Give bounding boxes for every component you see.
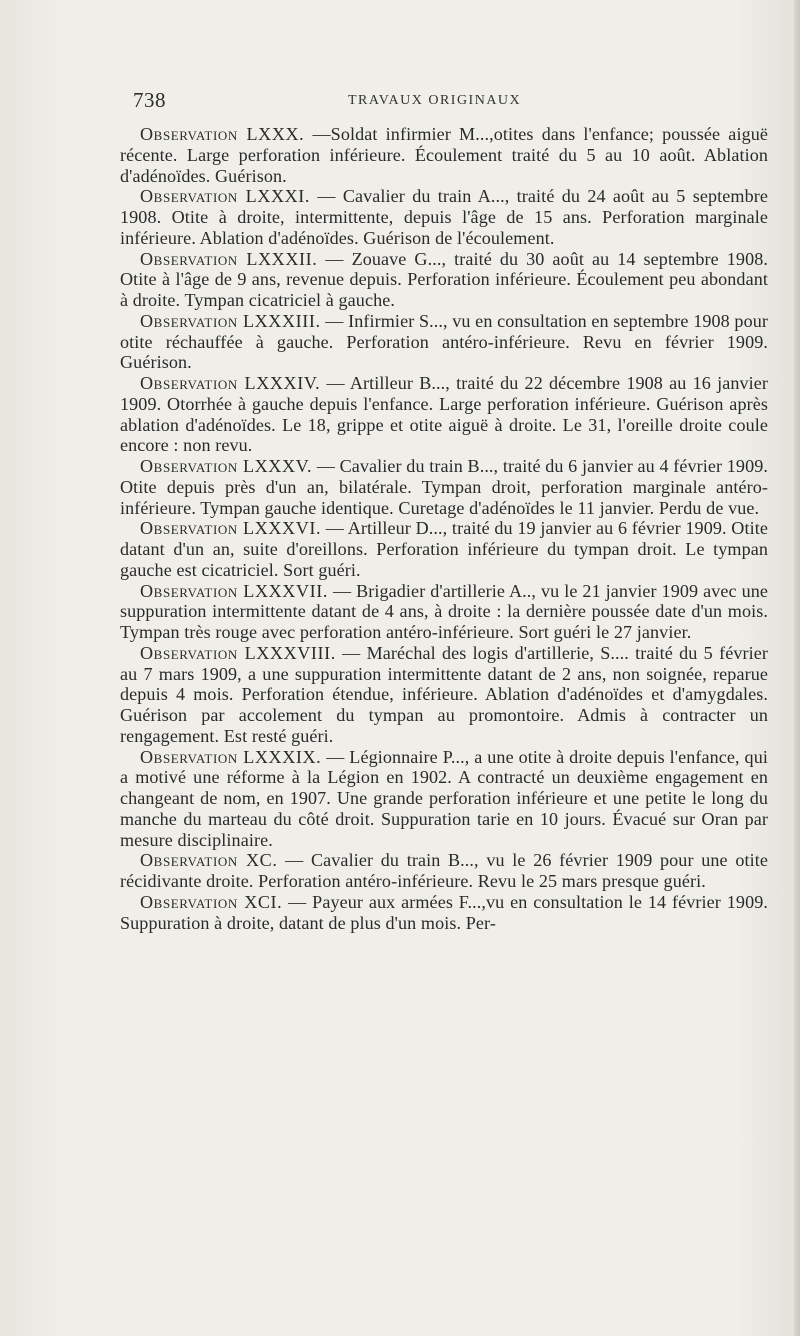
observation-paragraph bbox=[120, 311, 768, 373]
observation-heading: Observation LXXXVI. bbox=[140, 518, 322, 539]
observation-paragraph bbox=[120, 518, 768, 580]
observation-text: — Maréchal des logis d'artillerie, S.... traité du 5 février au 7 mars 1909, a une suppuration intermittente datant de 2 ans, non soignée, reparue depuis 4 mois. Perforation étendue, inférieure. Ablation d'adénoïdes et d'amygdales. Guérison par accolement du tympan au promontoire. Admis à contracter un rengagement. Est resté guéri. bbox=[120, 642, 768, 746]
observation-heading: Observation LXXXVII. bbox=[140, 580, 328, 601]
observation-heading: Observation XC. bbox=[140, 850, 278, 871]
observation-heading: Observation LXXXIV. bbox=[140, 373, 321, 393]
observation-paragraph bbox=[120, 892, 768, 934]
observation-paragraph bbox=[120, 373, 768, 456]
observation-text: — Infirmier S..., vu en consultation en septembre 1908 pour otite réchauffée à gauche. Perforation antéro-inférieure. Revu en février 1909. Guérison. bbox=[120, 310, 768, 373]
observation-heading: Observation LXXXIII. bbox=[140, 310, 321, 331]
observation-heading: Observation LXXXV. bbox=[140, 456, 313, 476]
observation-text: — Artilleur B..., traité du 22 décembre 1908 au 16 janvier 1909. Otorrhée à gauche depuis l'enfance. Large perforation inférieure. Guérison après ablation d'adénoïdes. Le 18, grippe et otite aiguë à droite. Le 31, l'oreille droite coule encore : non revu. bbox=[120, 373, 769, 456]
observation-text: —Soldat infirmier M...,otites dans l'enfance; poussée aiguë récente. Large perforation inférieure. Écoulement traité du 5 au 10 août. Ablation d'adénoïdes. Guérison. bbox=[120, 124, 768, 186]
observation-heading: Observation LXXXIX. bbox=[140, 746, 322, 767]
page-edge bbox=[794, 0, 800, 1336]
observation-heading: Observation LXXXI. bbox=[140, 186, 311, 207]
observation-text: — Légionnaire P..., a une otite à droite depuis l'enfance, qui a motivé une réforme à la Légion en 1902. A contracté un deuxième engagement en changeant de nom, en 1907. Une grande perforation inférieure et une petite le long du manche du marteau du côté droit. Suppuration tarie en 10 jours. Évacué sur Oran par mesure disciplinaire. bbox=[120, 746, 768, 850]
observation-paragraph bbox=[120, 249, 768, 311]
observation-paragraph bbox=[120, 850, 768, 892]
observation-heading: Observation LXXXII. bbox=[140, 248, 318, 269]
observation-text: — Cavalier du train A..., traité du 24 août au 5 septembre 1908. Otite à droite, intermittente, depuis l'âge de 15 ans. Perforation marginale inférieure. Ablation d'adénoïdes. Guérison de l'écoulement. bbox=[120, 186, 768, 248]
page-header bbox=[133, 88, 773, 118]
observation-paragraph bbox=[120, 581, 768, 643]
observation-text: — Cavalier du train B..., traité du 6 janvier au 4 février 1909. Otite depuis près d'un an, bilatérale. Tympan droit, perforation marginale antéro-inférieure. Tympan gauche identique. Curetage d'adénoïdes le 11 janvier. Perdu de vue. bbox=[120, 456, 768, 518]
observation-heading: Observation LXXX. bbox=[140, 124, 305, 144]
observation-paragraph bbox=[120, 456, 768, 518]
observation-text: — Artilleur D..., traité du 19 janvier au 6 février 1909. Otite datant d'un an, suite d'oreillons. Perforation inférieure du tympan droit. Le tympan gauche est cicatriciel. Sort guéri. bbox=[120, 518, 768, 580]
observation-text: — Payeur aux armées F...,vu en consultation le 14 février 1909. Suppuration à droite, datant de plus d'un mois. Per- bbox=[120, 891, 768, 933]
observation-paragraph bbox=[120, 124, 768, 186]
observation-paragraph bbox=[120, 186, 768, 248]
page-body bbox=[120, 124, 768, 933]
observation-heading: Observation LXXXVIII. bbox=[140, 642, 336, 663]
observation-heading: Observation XCI. bbox=[140, 891, 283, 912]
observation-text: — Brigadier d'artillerie A.., vu le 21 janvier 1909 avec une suppuration intermittente datant de 4 ans, à droite : la dernière poussée date d'un mois. Tympan très rouge avec perforation antéro-inférieure. Sort guéri le 27 janvier. bbox=[120, 580, 769, 642]
page-number: 738 bbox=[133, 88, 166, 112]
observation-text: — Cavalier du train B..., vu le 26 février 1909 pour une otite récidivante droite. Perforation antéro-inférieure. Revu le 25 mars presque guéri. bbox=[120, 850, 768, 891]
observation-paragraph bbox=[120, 643, 768, 747]
running-title: TRAVAUX ORIGINAUX bbox=[348, 93, 522, 108]
observation-text: — Zouave G..., traité du 30 août au 14 septembre 1908. Otite à l'âge de 9 ans, revenue depuis. Perforation inférieure. Écoulement peu abondant à droite. Tympan cicatriciel à gauche. bbox=[120, 248, 768, 310]
observation-paragraph bbox=[120, 747, 768, 851]
